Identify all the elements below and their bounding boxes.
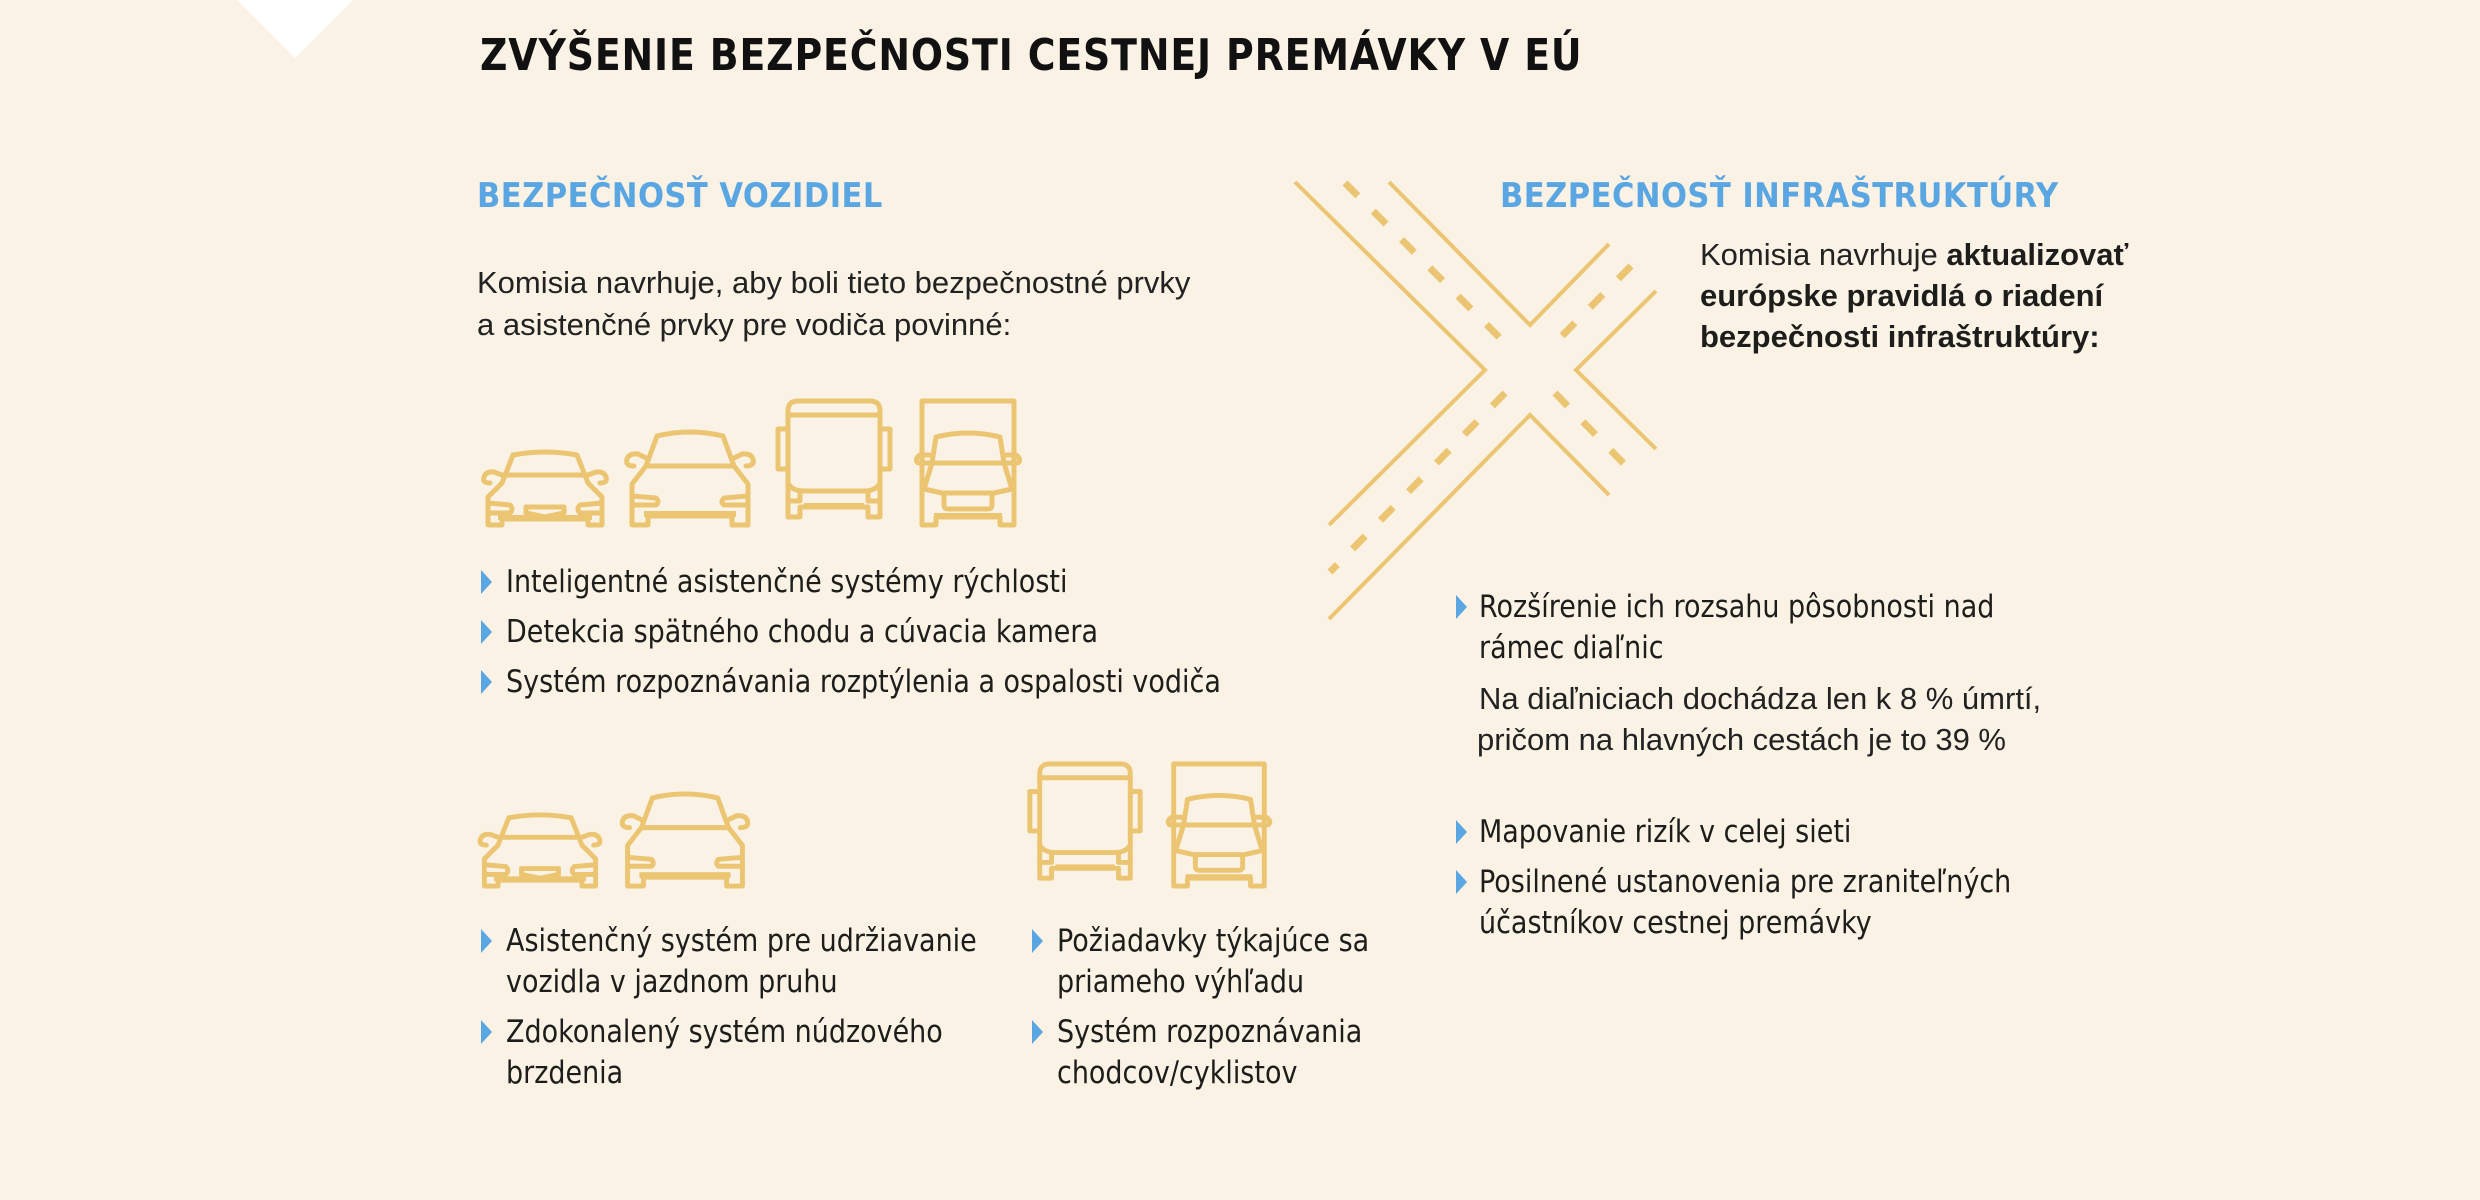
infra-intro-bold-1: aktualizovať	[1946, 237, 2129, 272]
list-item: Systém rozpoznávania	[1057, 1014, 1363, 1050]
statistic-note-line-1: Na diaľniciach dochádza len k 8 % úmrtí,	[1479, 681, 2042, 716]
list-item-continuation: rámec diaľnic	[1479, 630, 1664, 666]
list-item: Asistenčný systém pre udržiavanie	[506, 923, 977, 959]
infra-intro-bold-3: bezpečnosti infraštruktúry:	[1700, 319, 2100, 354]
statistic-note-line-2: pričom na hlavných cestách je to 39 %	[1477, 722, 2006, 757]
list-item: Zdokonalený systém núdzového	[506, 1014, 943, 1050]
bullet-arrow-icon	[1456, 595, 1467, 619]
list-item-continuation: brzdenia	[506, 1055, 624, 1091]
bullet-arrow-icon	[1456, 820, 1467, 844]
infrastructure-safety-heading: BEZPEČNOSŤ INFRAŠTRUKTÚRY	[1500, 176, 2059, 216]
list-item: Detekcia spätného chodu a cúvacia kamera	[506, 614, 1098, 650]
list-item: Posilnené ustanovenia pre zraniteľných	[1479, 864, 2012, 900]
infra-intro-prefix: Komisia navrhuje	[1700, 237, 1947, 272]
vehicle-intro-line-2: a asistenčné prvky pre vodiča povinné:	[477, 307, 1012, 342]
list-item-continuation: chodcov/cyklistov	[1057, 1055, 1298, 1091]
list-item: Inteligentné asistenčné systémy rýchlosti	[506, 564, 1068, 600]
list-item-continuation: vozidla v jazdnom pruhu	[506, 964, 838, 1000]
list-item: Požiadavky týkajúce sa	[1057, 923, 1370, 959]
page-title: ZVÝŠENIE BEZPEČNOSTI CESTNEJ PREMÁVKY V EÚ	[480, 30, 1583, 81]
infra-intro-bold-2: európske pravidlá o riadení	[1700, 278, 2104, 313]
list-item: Mapovanie rizík v celej sieti	[1479, 814, 1852, 850]
infrastructure-intro	[1700, 234, 2128, 357]
vehicle-intro-line-1: Komisia navrhuje, aby boli tieto bezpečnostné prvky	[477, 265, 1191, 300]
bullet-arrow-icon	[1456, 870, 1467, 894]
list-item: Rozšírenie ich rozsahu pôsobnosti nad	[1479, 589, 1995, 625]
list-item-continuation: účastníkov cestnej premávky	[1479, 905, 1872, 941]
vehicle-safety-heading: BEZPEČNOSŤ VOZIDIEL	[477, 176, 883, 216]
list-item: Systém rozpoznávania rozptýlenia a ospalosti vodiča	[506, 664, 1221, 700]
list-item-continuation: priameho výhľadu	[1057, 964, 1305, 1000]
